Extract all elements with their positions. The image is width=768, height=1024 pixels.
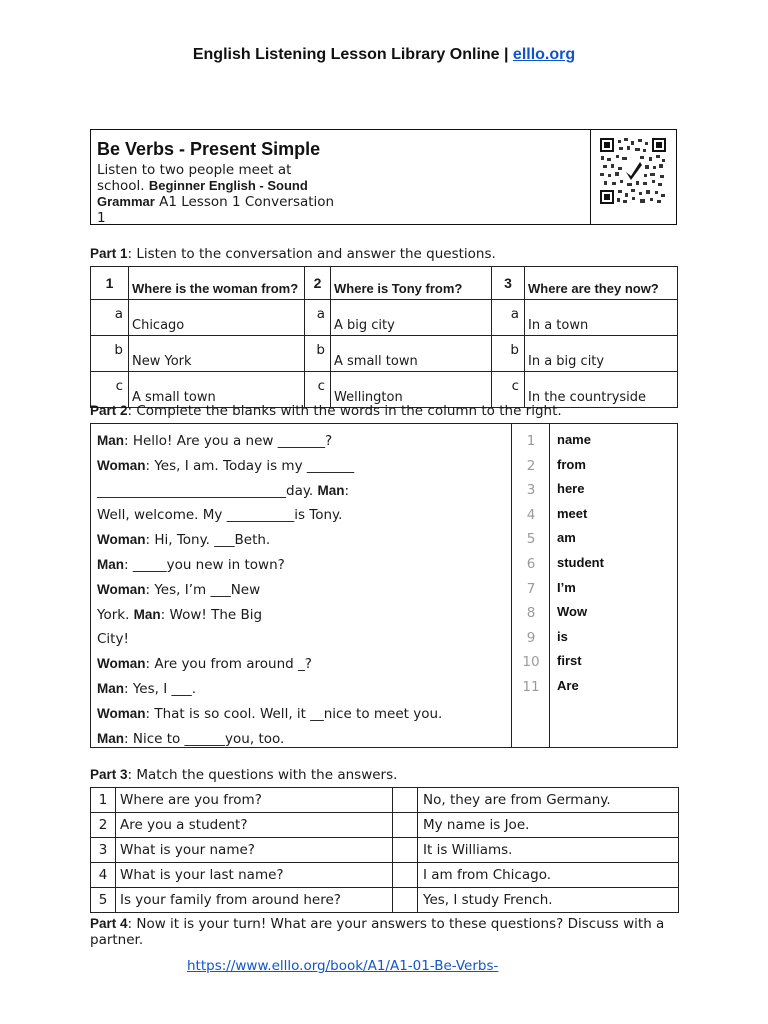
speaker-name: Woman: [97, 457, 146, 473]
qr-code-icon: [600, 138, 666, 204]
dialogue-text: York.: [97, 606, 134, 623]
word-bank: [557, 428, 604, 699]
dialogue-line: [97, 528, 509, 553]
speaker-name: Man: [317, 482, 345, 498]
table-row: [91, 888, 679, 913]
dialogue-text: City!: [97, 631, 129, 648]
word-number: 4: [526, 506, 536, 523]
match-answer: I am from Chicago.: [418, 863, 679, 888]
lesson-title-box: [90, 129, 677, 225]
part4-instruction: [90, 916, 680, 948]
table-row: [91, 300, 678, 336]
dialogue-line: [97, 727, 509, 752]
dialogue-text: : Nice to ______you, too.: [124, 730, 285, 747]
question-number: 1: [91, 267, 129, 300]
qr-code-cell: [590, 130, 676, 224]
word-number: 8: [526, 605, 536, 622]
word-number: 7: [526, 580, 536, 597]
part1-text: : Listen to the conversation and answer the questions.: [127, 246, 496, 262]
desc-line2b: Beginner English - Sound: [148, 178, 308, 193]
divider: [511, 424, 512, 747]
speaker-name: Woman: [97, 581, 146, 597]
dialogue-text: : Yes, I am. Today is my _______: [145, 457, 355, 474]
word-number: 2: [526, 457, 536, 474]
table-row: [91, 813, 679, 838]
word-bank-item: Are: [557, 677, 579, 693]
desc-line3b: A1 Lesson 1 Conversation: [154, 194, 335, 210]
speaker-name: Man: [97, 556, 124, 572]
match-answer: No, they are from Germany.: [418, 788, 679, 813]
dialogue-text: : Hi, Tony. ___Beth.: [145, 532, 271, 549]
answer-blank: [393, 863, 418, 888]
lesson-title: Be Verbs - Present Simple: [97, 139, 321, 159]
speaker-name: Man: [133, 606, 161, 622]
option-letter: b: [492, 336, 525, 372]
part2-instruction: [90, 403, 562, 419]
match-answer: Yes, I study French.: [418, 888, 679, 913]
question-number: 3: [91, 838, 116, 863]
dialogue-line: [97, 652, 509, 677]
option-text: A small town: [129, 372, 305, 408]
dialogue-text: : Yes, I’m ___New: [145, 581, 261, 598]
answer-blank: [393, 813, 418, 838]
question-text: Where is the woman from?: [129, 267, 305, 300]
word-numbers: [513, 429, 549, 700]
match-answer: It is Williams.: [418, 838, 679, 863]
desc-line4: 1: [97, 210, 106, 226]
dialogue-text: ____________________________day.: [97, 482, 318, 499]
part3-instruction: [90, 767, 397, 783]
option-letter: c: [492, 372, 525, 408]
word-number: 3: [526, 482, 536, 499]
option-letter: c: [305, 372, 331, 408]
word-bank-item: I’m: [557, 579, 576, 595]
table-row: [91, 788, 679, 813]
match-question: What is your name?: [116, 838, 393, 863]
divider: [549, 424, 550, 747]
desc-line3a: Grammar: [97, 194, 155, 209]
question-text: Where is Tony from?: [331, 267, 492, 300]
word-bank-item: first: [557, 653, 582, 669]
option-letter: b: [305, 336, 331, 372]
dialogue-line: [97, 627, 509, 652]
dialogue-text: : Are you from around _?: [145, 656, 312, 673]
dialogue-text: : That is so cool. Well, it __nice to meet you.: [145, 705, 443, 722]
dialogue-line: [97, 503, 509, 528]
question-text: Where are they now?: [525, 267, 678, 300]
part2-text: : Complete the blanks with the words in the column to the right.: [127, 403, 562, 419]
question-number: 5: [91, 888, 116, 913]
question-number: 3: [492, 267, 525, 300]
table-row: [91, 336, 678, 372]
option-text: Chicago: [129, 300, 305, 336]
match-question: Are you a student?: [116, 813, 393, 838]
dialogue-text: Well, welcome. My __________is Tony.: [97, 507, 343, 524]
answer-blank: [393, 888, 418, 913]
option-text: Wellington: [331, 372, 492, 408]
part1-table: [90, 266, 678, 408]
speaker-name: Man: [97, 730, 124, 746]
dialogue-line: [97, 454, 509, 479]
option-text: A big city: [331, 300, 492, 336]
word-bank-item: name: [557, 432, 591, 447]
match-question: What is your last name?: [116, 863, 393, 888]
speaker-name: Man: [97, 433, 124, 448]
part3-table: [90, 787, 679, 913]
word-bank-item: student: [557, 554, 604, 570]
word-bank-item: Wow: [557, 604, 588, 620]
word-bank-item: here: [557, 481, 585, 497]
part2-label: Part 2: [90, 403, 128, 418]
option-letter: c: [91, 372, 129, 408]
site-header-text: English Listening Lesson Library Online |: [192, 46, 513, 63]
part1-label: Part 1: [90, 246, 128, 261]
option-letter: b: [91, 336, 129, 372]
speaker-name: Man: [97, 680, 124, 696]
table-row: [91, 838, 679, 863]
option-letter: a: [305, 300, 331, 336]
question-number: 2: [91, 813, 116, 838]
dialogue-text: : _____you new in town?: [124, 556, 285, 573]
dialogue-text: : Yes, I ___.: [124, 680, 197, 697]
word-number: 6: [526, 555, 536, 572]
match-answer: My name is Joe.: [418, 813, 679, 838]
option-letter: a: [91, 300, 129, 336]
option-text: In a big city: [525, 336, 678, 372]
lesson-url-link[interactable]: https://www.elllo.org/book/A1/A1-01-Be-Verbs-: [187, 958, 499, 974]
dialogue-line: [97, 553, 509, 578]
word-number: 10: [522, 654, 540, 671]
word-number: 11: [522, 678, 540, 695]
speaker-name: Woman: [97, 705, 146, 721]
option-text: New York: [129, 336, 305, 372]
dialogue-line: [97, 479, 509, 504]
option-letter: a: [492, 300, 525, 336]
answer-blank: [393, 788, 418, 813]
dialogue-line: [97, 578, 509, 603]
speaker-name: Woman: [97, 532, 146, 548]
dialogue-line: [97, 677, 509, 702]
desc-line2a: school.: [97, 178, 149, 194]
word-bank-item: meet: [557, 505, 588, 521]
option-text: In the countryside: [525, 372, 678, 408]
match-question: Is your family from around here?: [116, 888, 393, 913]
dialogue-text: : Hello! Are you a new _______?: [124, 433, 333, 449]
dialogue-line: [97, 603, 509, 628]
table-row: [91, 863, 679, 888]
speaker-name: Woman: [97, 656, 146, 672]
answer-blank: [393, 838, 418, 863]
site-header: [0, 46, 768, 64]
part1-instruction: [90, 246, 496, 262]
part2-dialogue: [97, 429, 509, 751]
word-bank-item: is: [557, 628, 568, 644]
word-bank-item: am: [557, 530, 576, 546]
dialogue-text: :: [344, 482, 350, 499]
part2-box: [90, 423, 678, 748]
option-text: In a town: [525, 300, 678, 336]
lesson-description: [97, 162, 347, 226]
word-bank-item: from: [557, 456, 586, 472]
table-header-row: [91, 267, 678, 300]
part4-text: : Now it is your turn! What are your answers to these questions? Discuss with a partner.: [90, 916, 665, 948]
part4-label: Part 4: [90, 916, 128, 931]
question-number: 4: [91, 863, 116, 888]
dialogue-line: [97, 429, 509, 454]
option-text: A small town: [331, 336, 492, 372]
match-question: Where are you from?: [116, 788, 393, 813]
dialogue-text: : Wow! The Big: [160, 606, 263, 623]
word-number: 9: [526, 629, 536, 646]
site-link[interactable]: elllo.org: [512, 46, 576, 63]
desc-line1: Listen to two people meet at: [97, 162, 292, 178]
part3-text: : Match the questions with the answers.: [127, 767, 398, 783]
question-number: 1: [91, 788, 116, 813]
part3-label: Part 3: [90, 767, 128, 782]
word-number: 1: [526, 433, 536, 449]
dialogue-line: [97, 702, 509, 727]
question-number: 2: [305, 267, 331, 300]
word-number: 5: [526, 531, 536, 548]
